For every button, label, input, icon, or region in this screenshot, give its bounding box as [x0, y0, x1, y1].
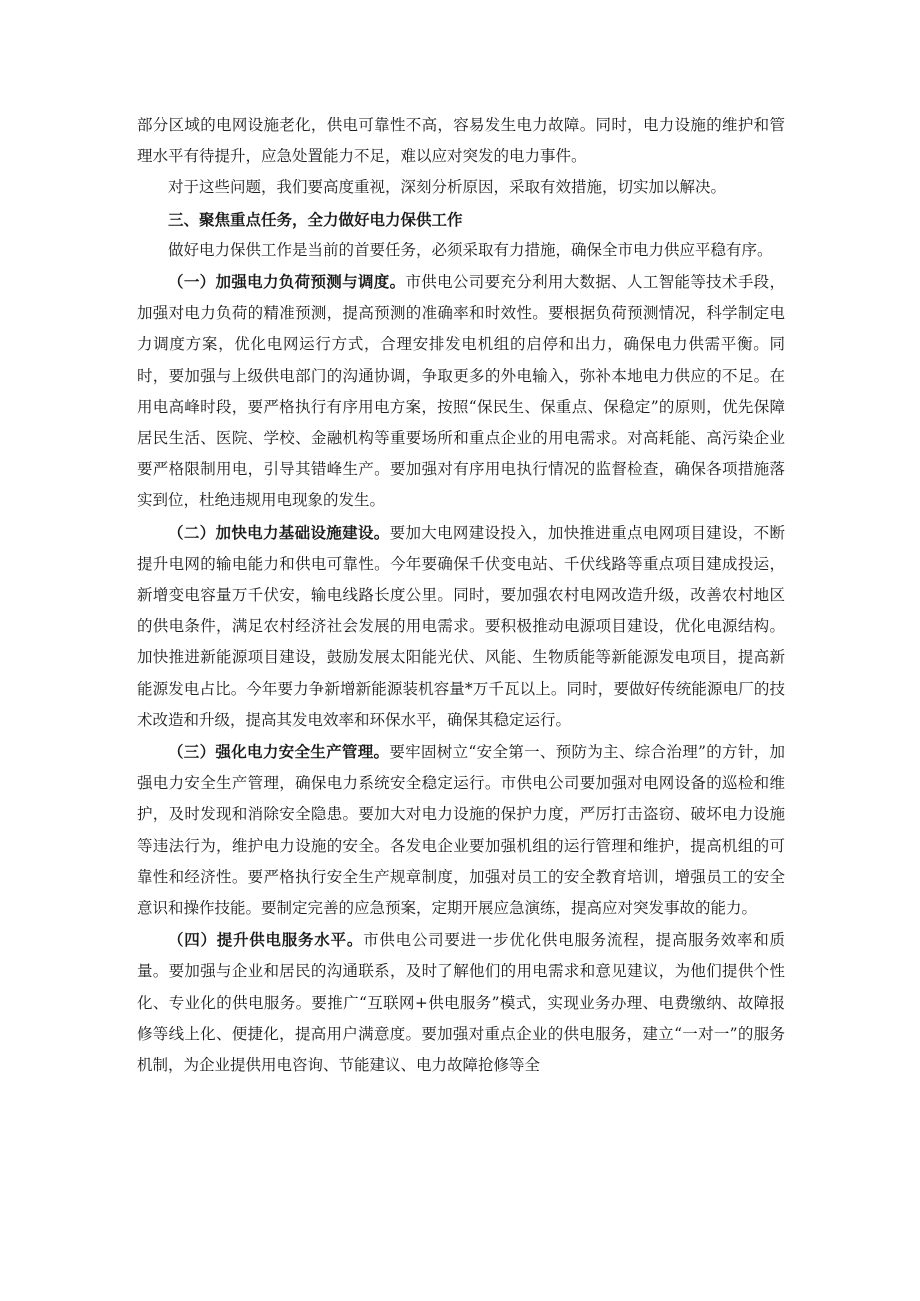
subsection-1 — [137, 266, 785, 517]
subsection-2-body: 要加大电网建设投入，加快推进重点电网项目建设，不断提升电网的输电能力和供电可靠性。今年要确保千伏变电站、千伏线路等重点项目建成投运，新增变电容量万千伏安，输电线路长度公里。同时，要加强农村电网改造升级，改善农村地区的供电条件，满足农村经济社会发展的用电需求。要积极推动电源项目建设，优化电源结构。加快推进新能源项目建设，鼓励发展太阳能光伏、风能、生物质能等新能源发电项目，提高新能源发电占比。今年要力争新增新能源装机容量*万千瓦以上。同时，要做好传统能源电厂的技术改造和升级，提高其发电效率和环保水平，确保其稳定运行。 — [137, 523, 785, 729]
subsection-3-body: 要牢固树立“安全第一、预防为主、综合治理”的方针，加强电力安全生产管理，确保电力系统安全稳定运行。市供电公司要加强对电网设备的巡检和维护，及时发现和消除安全隐患。要加大对电力设施的保护力度，严厉打击盗窃、破坏电力设施等违法行为，维护电力设施的安全。各发电企业要加强机组的运行管理和维护，提高机组的可靠性和经济性。要严格执行安全生产规章制度，加强对员工的安全教育培训，增强员工的安全意识和操作技能。要制定完善的应急预案，定期开展应急演练，提高应对突发事故的能力。 — [137, 743, 785, 918]
subsection-1-body: 市供电公司要充分利用大数据、人工智能等技术手段，加强对电力负荷的精准预测，提高预测的准确率和时效性。要根据负荷预测情况，科学制定电力调度方案，优化电网运行方式，合理安排发电机组的启停和出力，确保电力供需平衡。同时，要加强与上级供电部门的沟通协调，争取更多的外电输入，弥补本地电力供应的不足。在用电高峰时段，要严格执行有序用电方案，按照“保民生、保重点、保稳定”的原则，优先保障居民生活、医院、学校、金融机构等重要场所和重点企业的用电需求。对高耗能、高污染企业要严格限制用电，引导其错峰生产。要加强对有序用电执行情况的监督检查，确保各项措施落实到位，杜绝违规用电现象的发生。 — [137, 273, 785, 510]
document-page — [137, 110, 785, 1081]
subsection-3-title: （三）强化电力安全生产管理。 — [168, 742, 390, 762]
subsection-2-title: （二）加快电力基础设施建设。 — [168, 522, 390, 542]
subsection-3 — [137, 736, 785, 924]
paragraph-intro: 做好电力保供工作是当前的首要任务，必须采取有力措施，确保全市电力供应平稳有序。 — [168, 240, 773, 259]
section-heading-3: 三、聚焦重点任务，全力做好电力保供工作 — [168, 209, 463, 229]
paragraph-continued: 部分区域的电网设施老化，供电可靠性不高，容易发生电力故障。同时，电力设施的维护和管理水平有待提升，应急处置能力不足，难以应对突发的电力事件。 — [137, 116, 785, 166]
subsection-4 — [137, 924, 785, 1081]
paragraph-problems: 对于这些问题，我们要高度重视，深刻分析原因，采取有效措施，切实加以解决。 — [168, 178, 727, 197]
subsection-4-body: 市供电公司要进一步优化供电服务流程，提高服务效率和质量。要加强与企业和居民的沟通联系，及时了解他们的用电需求和意见建议，为他们提供个性化、专业化的供电服务。要推广“互联网+供电服务”模式，实现业务办理、电费缴纳、故障报修等线上化、便捷化，提高用户满意度。要加强对重点企业的供电服务，建立“一对一”的服务机制，为企业提供用电咨询、节能建议、电力故障抢修等全 — [137, 931, 785, 1075]
subsection-1-title: （一）加强电力负荷预测与调度。 — [168, 272, 406, 292]
subsection-4-title: （四）提升供电服务水平。 — [168, 930, 364, 950]
subsection-2 — [137, 517, 785, 736]
